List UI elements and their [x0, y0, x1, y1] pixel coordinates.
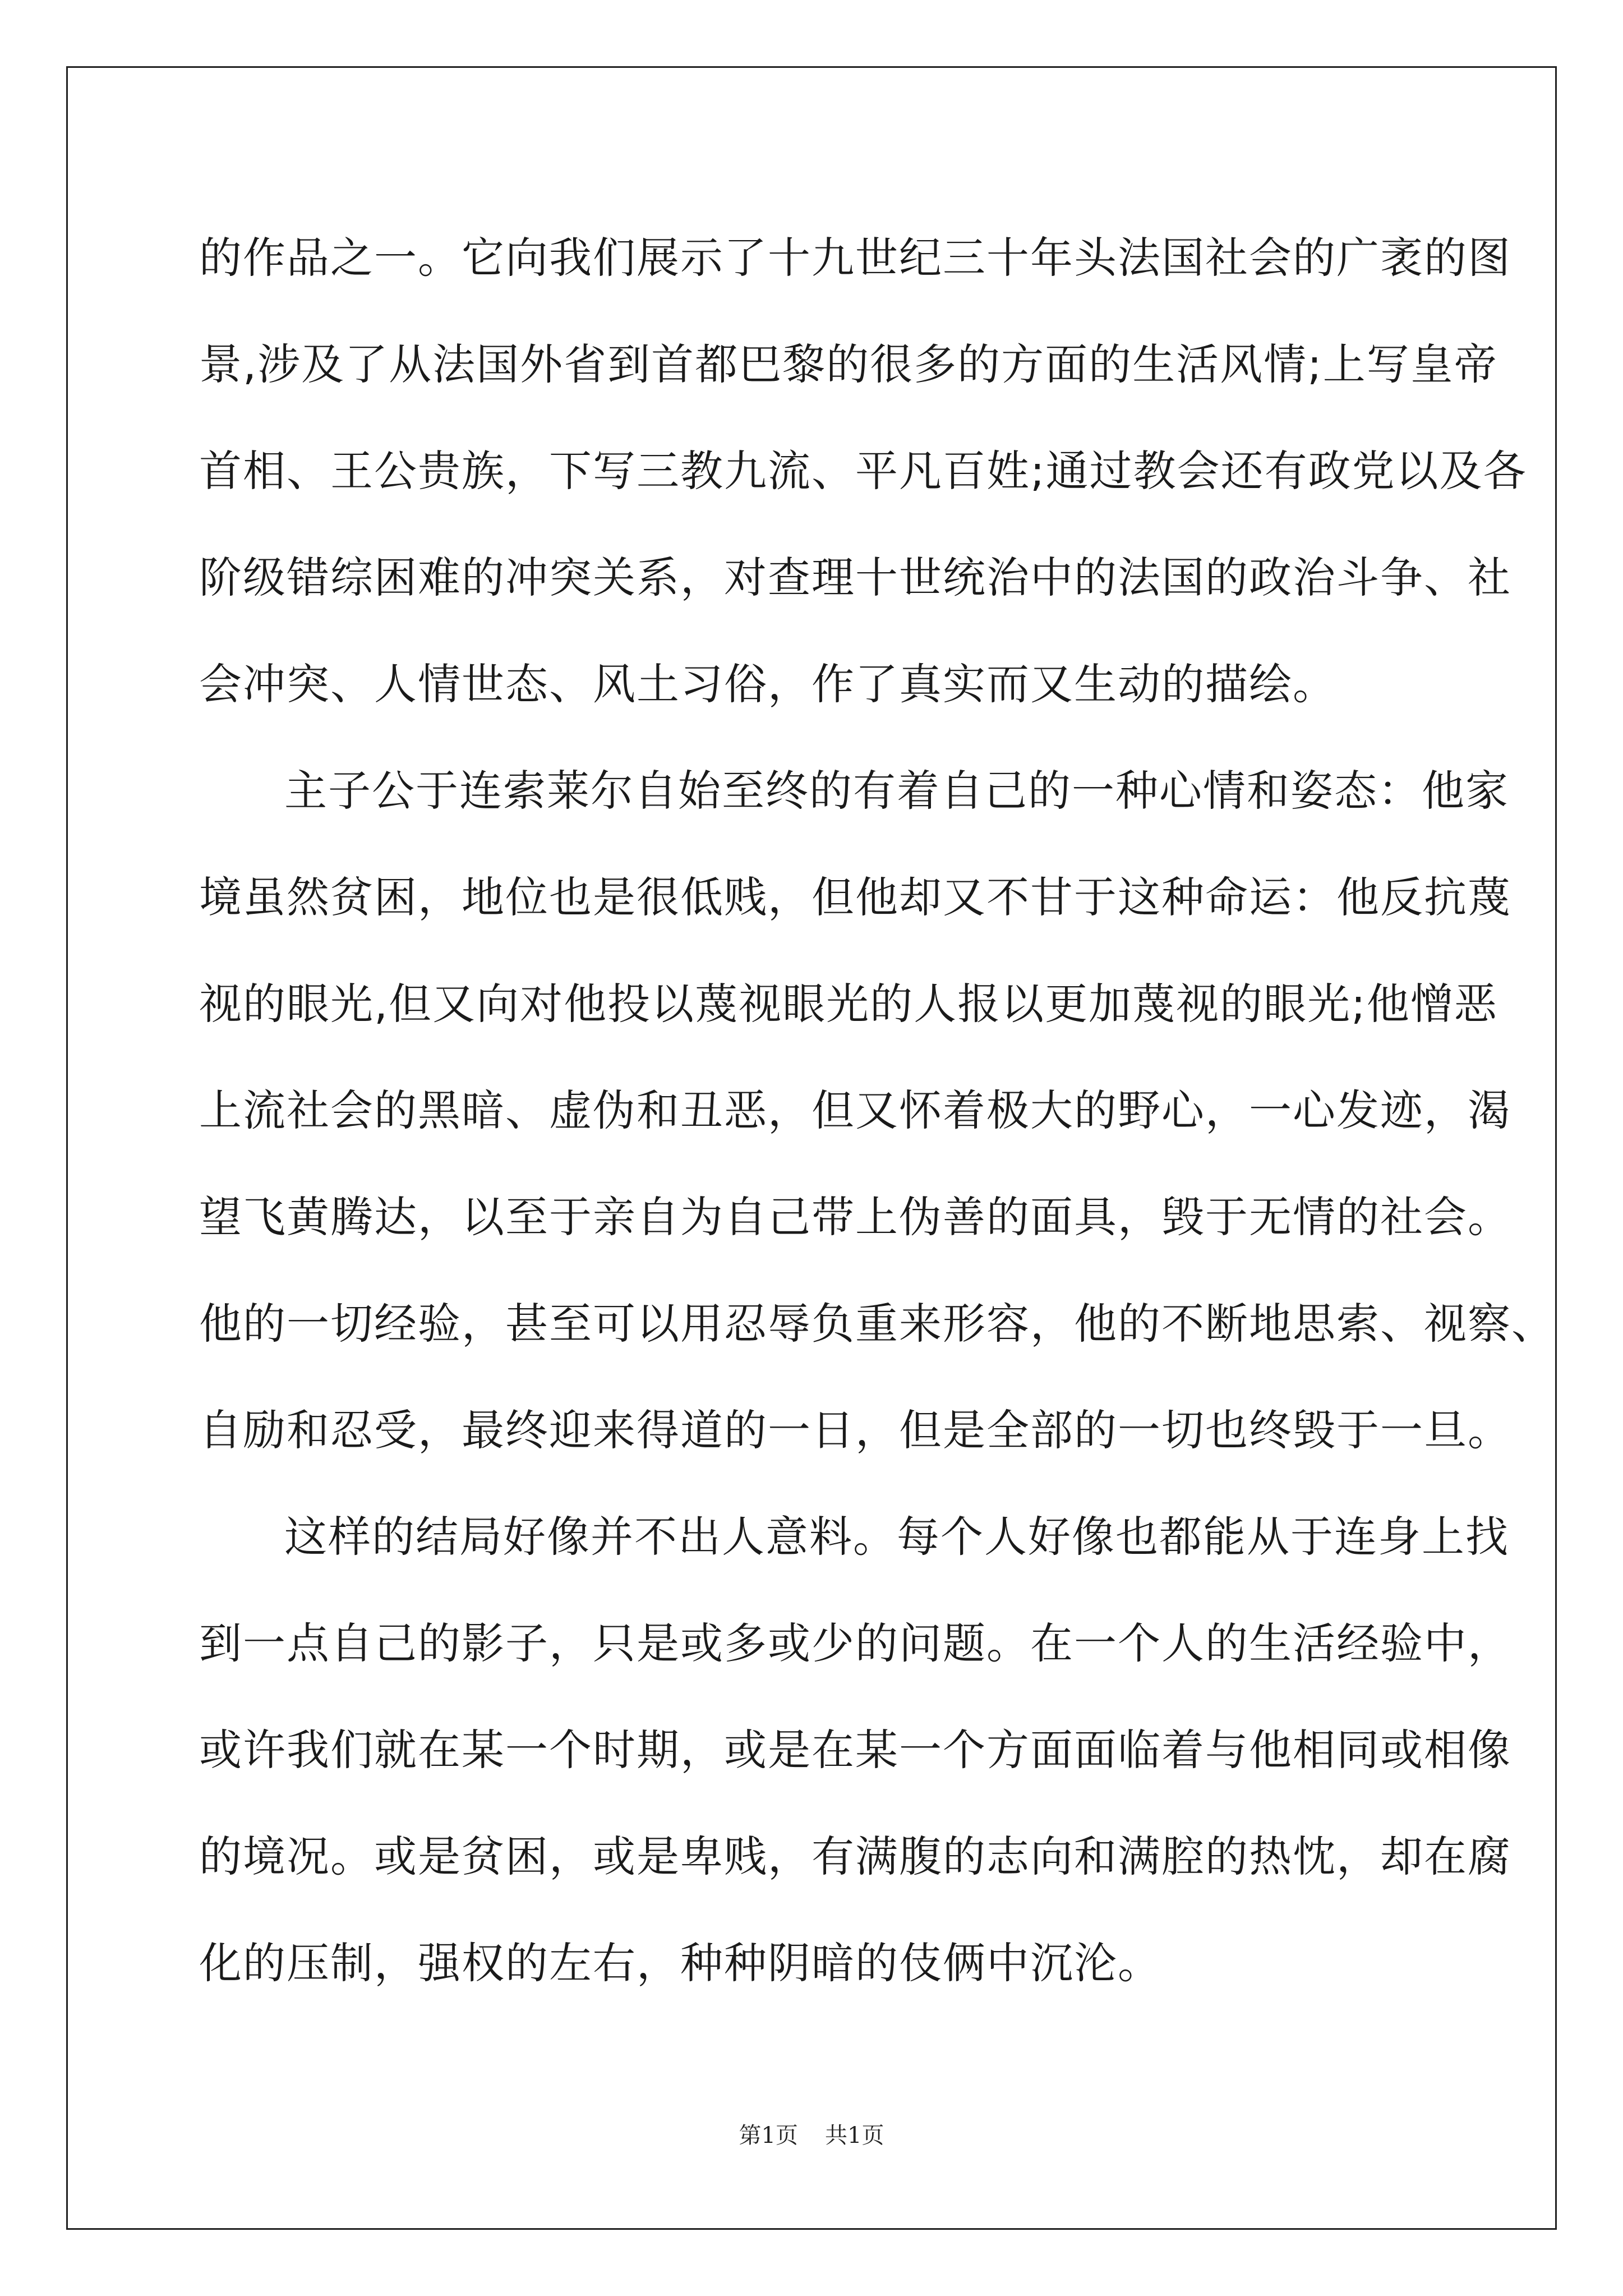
- text-line: 上流社会的黑暗、虚伪和丑恶，但又怀着极大的野心，一心发迹，渴: [199, 1085, 1511, 1135]
- text-line: 境虽然贫困，地位也是很低贱，但他却又不甘于这种命运：他反抗蔑: [199, 872, 1511, 922]
- text-line: 望飞黄腾达，以至于亲自为自己带上伪善的面具，毁于无情的社会。: [199, 1192, 1511, 1242]
- text-line: 的境况。或是贫困，或是卑贱，有满腹的志向和满腔的热忱，却在腐: [199, 1832, 1511, 1881]
- text-line: 景,涉及了从法国外省到首都巴黎的很多的方面的生活风情;上写皇帝: [199, 339, 1498, 389]
- text-line: 会冲突、人情世态、风土习俗，作了真实而又生动的描绘。: [199, 659, 1336, 709]
- text-line: 或许我们就在某一个时期，或是在某一个方面面临着与他相同或相像: [199, 1725, 1511, 1775]
- text-line: 阶级错综困难的冲突关系，对查理十世统治中的法国的政治斗争、社: [199, 553, 1511, 602]
- document-body: [199, 205, 1555, 2017]
- text-line: 化的压制，强权的左右，种种阴暗的伎俩中沉沦。: [199, 1938, 1161, 1988]
- text-line: 这样的结局好像并不出人意料。每个人好像也都能从于连身上找: [284, 1512, 1509, 1562]
- page-footer: [0, 2118, 1623, 2150]
- text-line: 视的眼光,但又向对他投以蔑视眼光的人报以更加蔑视的眼光;他憎恶: [199, 979, 1498, 1029]
- page-total: 共1页: [825, 2123, 884, 2148]
- text-line: 自励和忍受，最终迎来得道的一日，但是全部的一切也终毁于一旦。: [199, 1405, 1511, 1455]
- text-line: 他的一切经验，甚至可以用忍辱负重来形容，他的不断地思索、视察、: [199, 1299, 1555, 1349]
- text-line: 的作品之一。它向我们展示了十九世纪三十年头法国社会的广袤的图: [199, 233, 1511, 283]
- text-line: 到一点自己的影子，只是或多或少的问题。在一个人的生活经验中，: [199, 1618, 1511, 1668]
- page-number: 第1页: [739, 2123, 798, 2148]
- text-line: 首相、王公贵族，下写三教九流、平凡百姓;通过教会还有政党以及各: [199, 446, 1527, 496]
- text-line: 主子公于连索莱尔自始至终的有着自己的一种心情和姿态：他家: [284, 766, 1509, 816]
